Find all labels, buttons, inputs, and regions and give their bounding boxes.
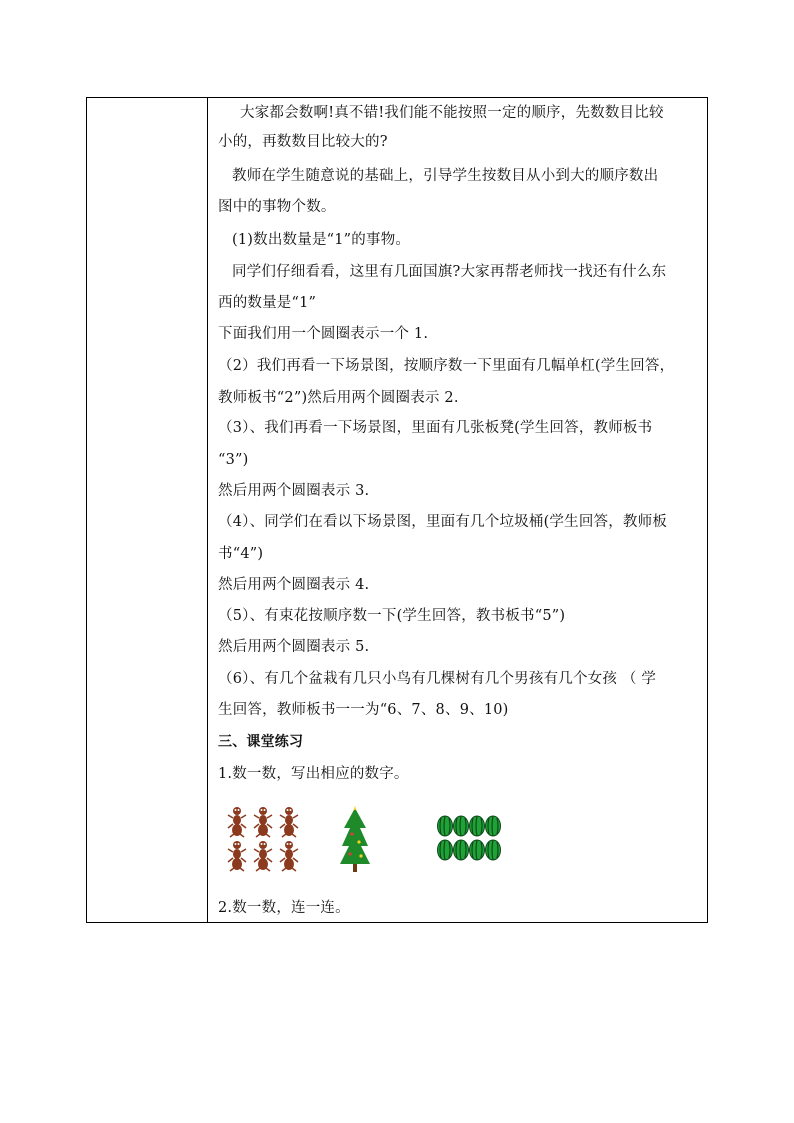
exercise-pictures <box>224 804 524 874</box>
watermelon-icon <box>438 840 453 860</box>
text-line: 然后用两个圆圈表示 3. <box>218 483 370 499</box>
text-line: 图中的事物个数。 <box>218 199 336 215</box>
watermelon-icon <box>454 816 469 836</box>
text-line: 书“4”) <box>218 546 264 562</box>
text-line: 下面我们用一个圆圈表示一个 1. <box>218 326 429 342</box>
ant-icon <box>228 841 246 871</box>
ant-icon <box>280 841 298 871</box>
text-line: （3）、我们再看一下场景图，里面有几张板凳(学生回答，教师板书 <box>218 420 653 436</box>
watermelon-icon <box>470 816 485 836</box>
text-line: 生回答，教师板书一一为“6、7、8、9、10) <box>218 702 509 718</box>
ant-icon <box>228 807 246 837</box>
ant-icon <box>280 807 298 837</box>
content-cell <box>208 98 707 922</box>
text-line: 小的，再数数目比较大的? <box>218 134 388 150</box>
watermelon-icon <box>438 816 453 836</box>
ant-icon <box>254 841 272 871</box>
text-line: （4）、同学们在看以下场景图，里面有几个垃圾桶(学生回答，教师板 <box>218 514 668 530</box>
text-line: 大家都会数啊!真不错!我们能不能按照一定的顺序，先数数目比较 <box>240 105 664 121</box>
text-line: （5）、有束花按顺序数一下(学生回答，教书板书“5”) <box>218 608 566 624</box>
watermelon-icon <box>454 840 469 860</box>
text-line: （2）我们再看一下场景图，按顺序数一下里面有几幅单杠(学生回答， <box>218 358 675 374</box>
watermelon-icon <box>486 816 501 836</box>
text-line: 教师在学生随意说的基础上，引导学生按数目从小到大的顺序数出 <box>232 168 659 184</box>
exercise-1-text: 1.数一数，写出相应的数字。 <box>218 766 409 782</box>
exercise-2-text: 2.数一数，连一连。 <box>218 900 350 916</box>
watermelon-icon <box>470 840 485 860</box>
text-line: （6）、有几个盆栽有几只小鸟有几棵树有几个男孩有几个女孩 （ 学 <box>218 671 657 687</box>
watermelon-icon <box>486 840 501 860</box>
ant-icon <box>254 807 272 837</box>
text-line: 然后用两个圆圈表示 5. <box>218 639 370 655</box>
text-line: 教师板书“2”)然后用两个圆圈表示 2. <box>218 390 459 406</box>
left-column-cell <box>87 98 208 922</box>
watermelons-picture <box>436 814 502 862</box>
section-title: 三、课堂练习 <box>218 734 304 750</box>
ants-picture <box>224 804 304 874</box>
lesson-table <box>86 97 708 923</box>
text-line: 西的数量是“1” <box>218 295 317 311</box>
text-line: 然后用两个圆圈表示 4. <box>218 577 370 593</box>
text-line: “3”) <box>218 452 249 468</box>
text-line: (1)数出数量是“1”的事物。 <box>232 232 411 248</box>
text-line: 同学们仔细看看，这里有几面国旗?大家再帮老师找一找还有什么东 <box>232 264 667 280</box>
christmas-tree-icon <box>340 806 370 874</box>
